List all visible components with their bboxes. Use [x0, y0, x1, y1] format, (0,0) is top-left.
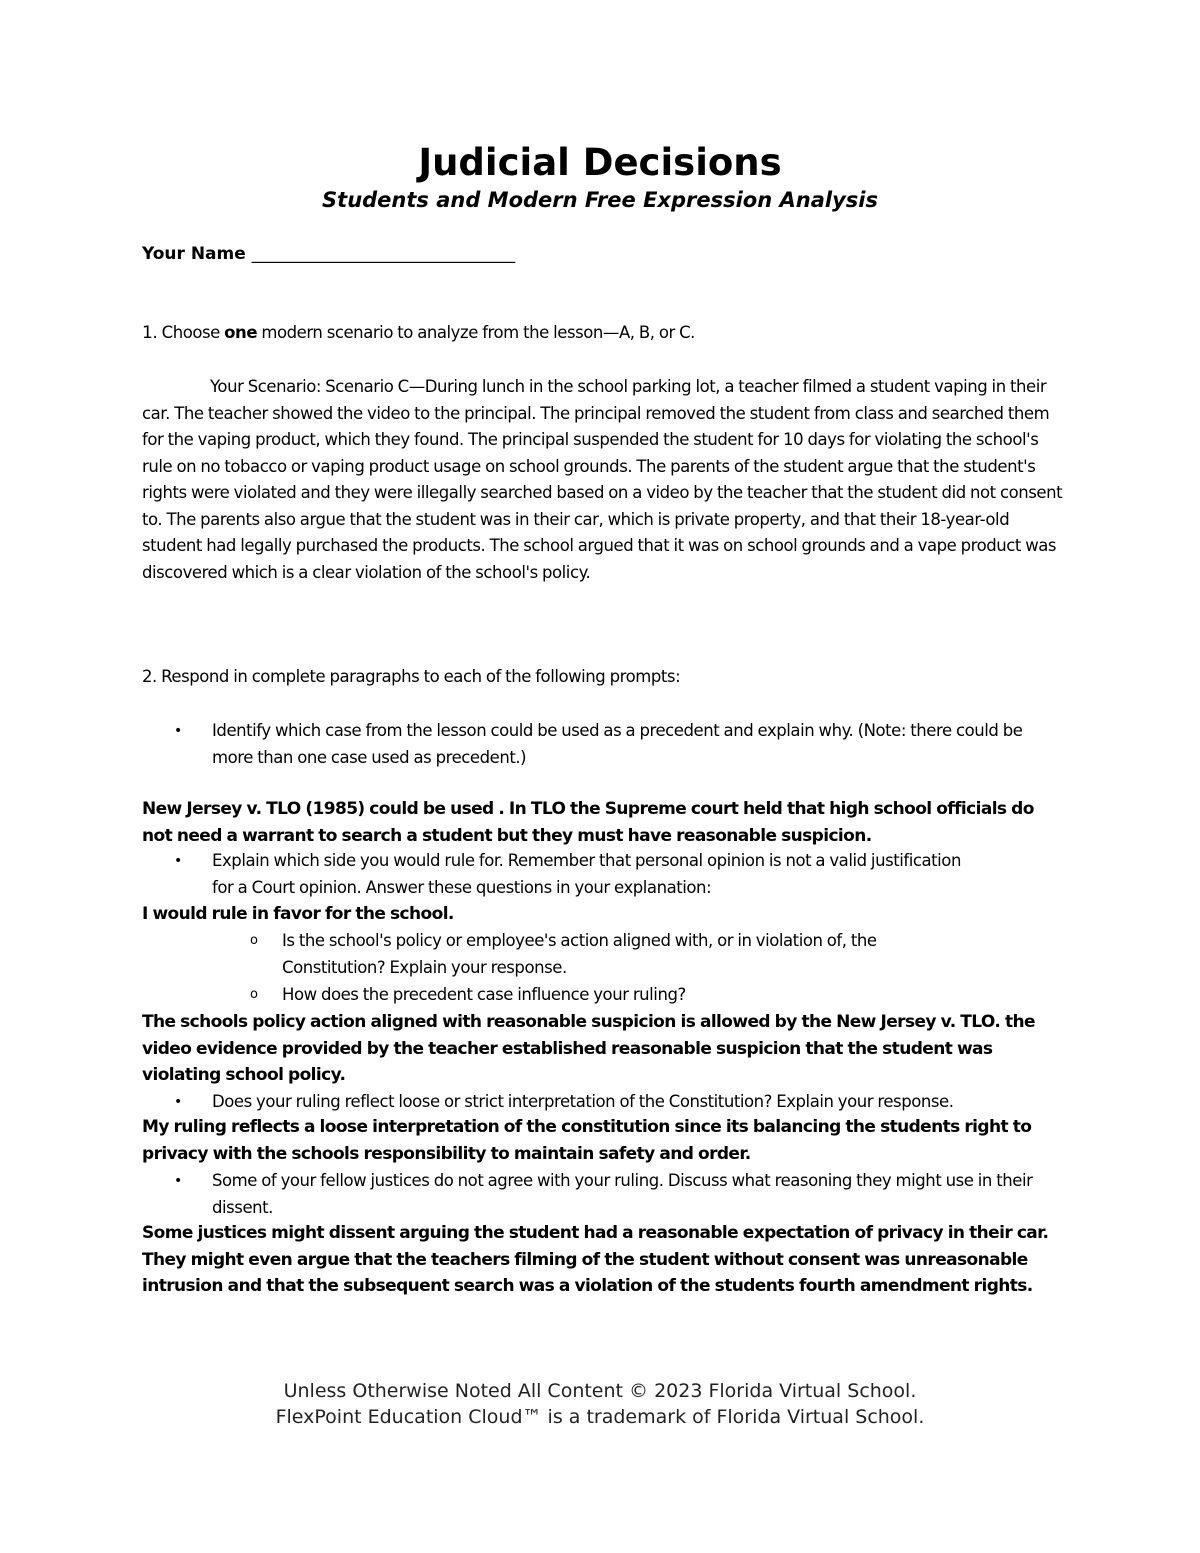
subprompt-constitution-text: Is the school's policy or employee's action aligned with, or in violation of, the Constitution? Explain your response. [282, 931, 877, 977]
bullet-icon: • [174, 723, 182, 739]
prompt-interpretation-text: Does your ruling reflect loose or strict interpretation of the Constitution? Explain your response. [212, 1092, 954, 1111]
answer-interpretation: My ruling reflects a loose interpretation of the constitution since its balancing the students right to privacy with the schools responsibility to maintain safety and order. [142, 1117, 1032, 1164]
question-1 [142, 320, 1102, 347]
bullet-icon: • [174, 1173, 182, 1189]
subprompt-constitution [250, 928, 982, 981]
prompt-precedent-text: Identify which case from the lesson could be used as a precedent and explain why. (Note: there could be more than one case used as precedent.) [212, 721, 1023, 767]
bullet-icon: • [174, 1094, 182, 1110]
answer-ruling-side: I would rule in favor for the school. [142, 904, 454, 924]
prompt-ruling-side [174, 848, 982, 901]
question-1-number: 1. [142, 323, 158, 343]
prompt-dissent [174, 1168, 1052, 1221]
answer-precedent: New Jersey v. TLO (1985) could be used . In TLO the Supreme court held that high school officials do not need a warrant to search a student but they must have reasonable suspicion. [142, 799, 1034, 846]
prompt-dissent-text: Some of your fellow justices do not agree with your ruling. Discuss what reasoning they might use in their dissent. [212, 1171, 1033, 1217]
scenario-text: Your Scenario: Scenario C—During lunch in the school parking lot, a teacher filmed a student vaping in their car. The teacher showed the video to the principal. The principal removed the student from class and searched them for the vaping product, which they found. The principal suspended the student for 10 days for violating the school's rule on no tobacco or vaping product usage on school grounds. The parents of the student argue that the student's rights were violated and they were illegally searched based on a video by the teacher that the student did not consent to. The parents also argue that the student was in their car, which is private property, and that their 18-year-old student had legally purchased the products. The school argued that it was on school grounds and a vape product was discovered which is a clear violation of the school's policy. [142, 377, 1063, 582]
footer-trademark: FlexPoint Education Cloud™ is a trademark of Florida Virtual School. [275, 1406, 925, 1428]
bullet-icon: • [174, 853, 182, 869]
question-1-text-before: Choose [157, 323, 225, 342]
subprompt-precedent-influence [250, 982, 982, 1009]
question-2-intro: 2. Respond in complete paragraphs to each of the following prompts: [142, 667, 681, 686]
sub-bullet-icon: o [250, 933, 258, 948]
answer-constitution: The schools policy action aligned with reasonable suspicion is allowed by the New Jersey v. TLO. the video evidence provided by the teacher established reasonable suspicion that the student was violating school policy. [142, 1012, 1035, 1085]
answer-dissent: Some justices might dissent arguing the student had a reasonable expectation of privacy in their car. They might even argue that the teachers filming of the student without consent was unreasonable intrusion and that the subsequent search was a violation of the students fourth amendment rights. [142, 1223, 1049, 1296]
prompt-precedent [174, 718, 1062, 771]
subprompt-precedent-influence-text: How does the precedent case influence your ruling? [282, 985, 686, 1004]
prompt-ruling-side-text: Explain which side you would rule for. Remember that personal opinion is not a valid justification for a Court opinion. Answer these questions in your explanation: [212, 851, 961, 897]
name-label: Your Name [142, 244, 246, 264]
sub-bullet-icon: o [250, 987, 258, 1002]
prompt-interpretation [174, 1089, 1112, 1116]
footer-copyright: Unless Otherwise Noted All Content © 2023 Florida Virtual School. [283, 1380, 917, 1402]
name-blank: _______________________________ [251, 244, 516, 264]
question-1-emphasis: one [224, 323, 258, 342]
question-1-text-after: modern scenario to analyze from the lesson—A, B, or C. [257, 323, 695, 342]
name-field [142, 242, 515, 266]
page-title: Judicial Decisions [418, 141, 782, 184]
footer [0, 1378, 1200, 1430]
page-subtitle: Students and Modern Free Expression Analysis [322, 188, 878, 212]
